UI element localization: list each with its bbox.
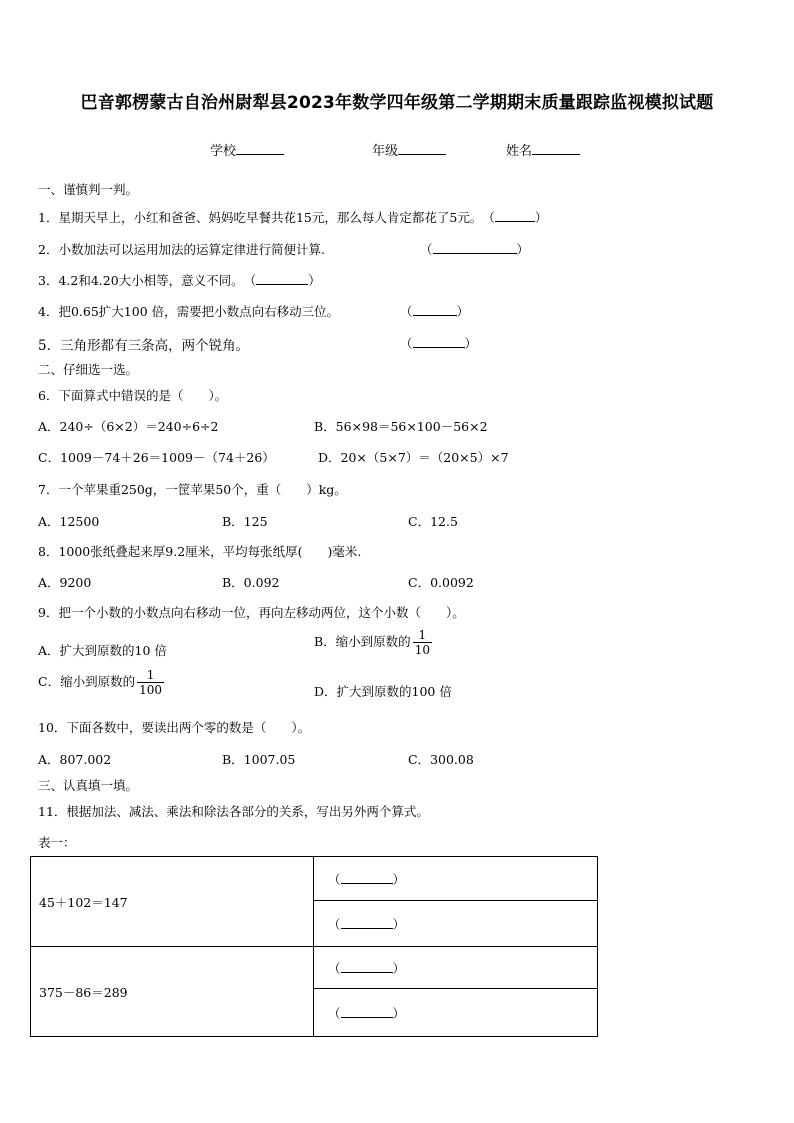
q10-option-a[interactable]: A．807.002	[38, 752, 112, 767]
q7-option-a[interactable]: A．12500	[38, 514, 100, 529]
judge-item-2: 2．小数加法可以运用加法的运算定律进行简便计算.	[38, 242, 325, 257]
question-7-stem: 7．一个苹果重250g，一筐苹果50个，重（ ）kg。	[38, 482, 347, 497]
answer-blank[interactable]: （ ）	[243, 273, 321, 288]
answer-cell[interactable]: （ ）	[314, 989, 598, 1037]
judge-item-5: 5．三角形都有三条高，两个锐角。	[38, 338, 250, 354]
fraction-one-hundredth: $\frac{1}{100}$	[139, 668, 162, 697]
question-6-stem: 6．下面算式中错误的是（ ）。	[38, 388, 228, 403]
q10-option-c[interactable]: C．300.08	[408, 752, 474, 767]
answer-table	[30, 856, 598, 1037]
q7-option-b[interactable]: B．125	[222, 514, 268, 529]
question-8-stem: 8．1000张纸叠起来厚9.2厘米，平均每张纸厚( )毫米.	[38, 544, 362, 559]
judge-item-4: 4．把0.65扩大100 倍，需要把小数点向右移动三位。	[38, 304, 340, 319]
school-field[interactable]	[210, 140, 284, 159]
grade-label: 年级	[372, 144, 399, 159]
q9-option-b[interactable]: B．缩小到原数的 $\frac{1}{10}$	[314, 628, 430, 657]
equation-cell: 45＋102＝147	[31, 857, 314, 947]
answer-cell[interactable]: （ ）	[314, 857, 598, 901]
answer-blank[interactable]: （ ）	[420, 242, 530, 257]
section-heading-fill: 三、认真填一填。	[38, 778, 139, 793]
page-title: 巴音郭楞蒙古自治州尉犁县2023年数学四年级第二学期期末质量跟踪监视模拟试题	[80, 93, 714, 113]
judge-item-3: 3．4.2和4.20大小相等，意义不同。（ ）	[38, 273, 321, 288]
q6-option-a[interactable]: A．240÷（6×2）＝240÷6÷2	[38, 419, 219, 434]
q9-option-c[interactable]: C．缩小到原数的 $\frac{1}{100}$	[38, 668, 162, 697]
q6-option-c[interactable]: C．1009－74＋26＝1009－（74＋26）	[38, 450, 275, 465]
answer-blank[interactable]: （ ）	[400, 336, 478, 351]
answer-cell[interactable]: （ ）	[314, 947, 598, 989]
equation-cell: 375－86＝289	[31, 947, 314, 1037]
question-10-stem: 10．下面各数中，要读出两个零的数是（ ）。	[38, 720, 311, 735]
section-heading-judge: 一、谨慎判一判。	[38, 182, 139, 197]
name-label: 姓名	[506, 144, 533, 159]
answer-cell[interactable]: （ ）	[314, 901, 598, 947]
grade-blank[interactable]	[398, 142, 446, 155]
q8-option-b[interactable]: B．0.092	[222, 575, 280, 590]
q9-option-d[interactable]: D．扩大到原数的100 倍	[314, 684, 452, 699]
q8-option-c[interactable]: C．0.0092	[408, 575, 474, 590]
answer-blank[interactable]: （ ）	[482, 210, 548, 225]
q10-option-b[interactable]: B．1007.05	[222, 752, 296, 767]
grade-field[interactable]	[372, 140, 446, 159]
school-blank[interactable]	[236, 142, 284, 155]
answer-blank[interactable]: （ ）	[400, 304, 470, 319]
q9-option-a[interactable]: A．扩大到原数的10 倍	[38, 643, 167, 658]
fraction-one-tenth: $\frac{1}{10}$	[414, 628, 430, 657]
judge-item-1: 1．星期天早上，小红和爸爸、妈妈吃早餐共花15元，那么每人肯定都花了5元。（ ）	[38, 210, 548, 225]
q7-option-c[interactable]: C．12.5	[408, 514, 458, 529]
q6-option-d[interactable]: D．20×（5×7）＝（20×5）×7	[318, 450, 509, 465]
question-9-stem: 9．把一个小数的小数点向右移动一位，再向左移动两位，这个小数（ ）。	[38, 605, 465, 620]
table-label: 表一：	[38, 835, 76, 850]
q8-option-a[interactable]: A．9200	[38, 575, 92, 590]
section-heading-choice: 二、仔细选一选。	[38, 362, 139, 377]
question-11-stem: 11．根据加法、减法、乘法和除法各部分的关系，写出另外两个算式。	[38, 804, 429, 819]
name-blank[interactable]	[532, 142, 580, 155]
school-label: 学校	[210, 144, 237, 159]
q6-option-b[interactable]: B．56×98＝56×100－56×2	[314, 419, 488, 434]
name-field[interactable]	[506, 140, 580, 159]
